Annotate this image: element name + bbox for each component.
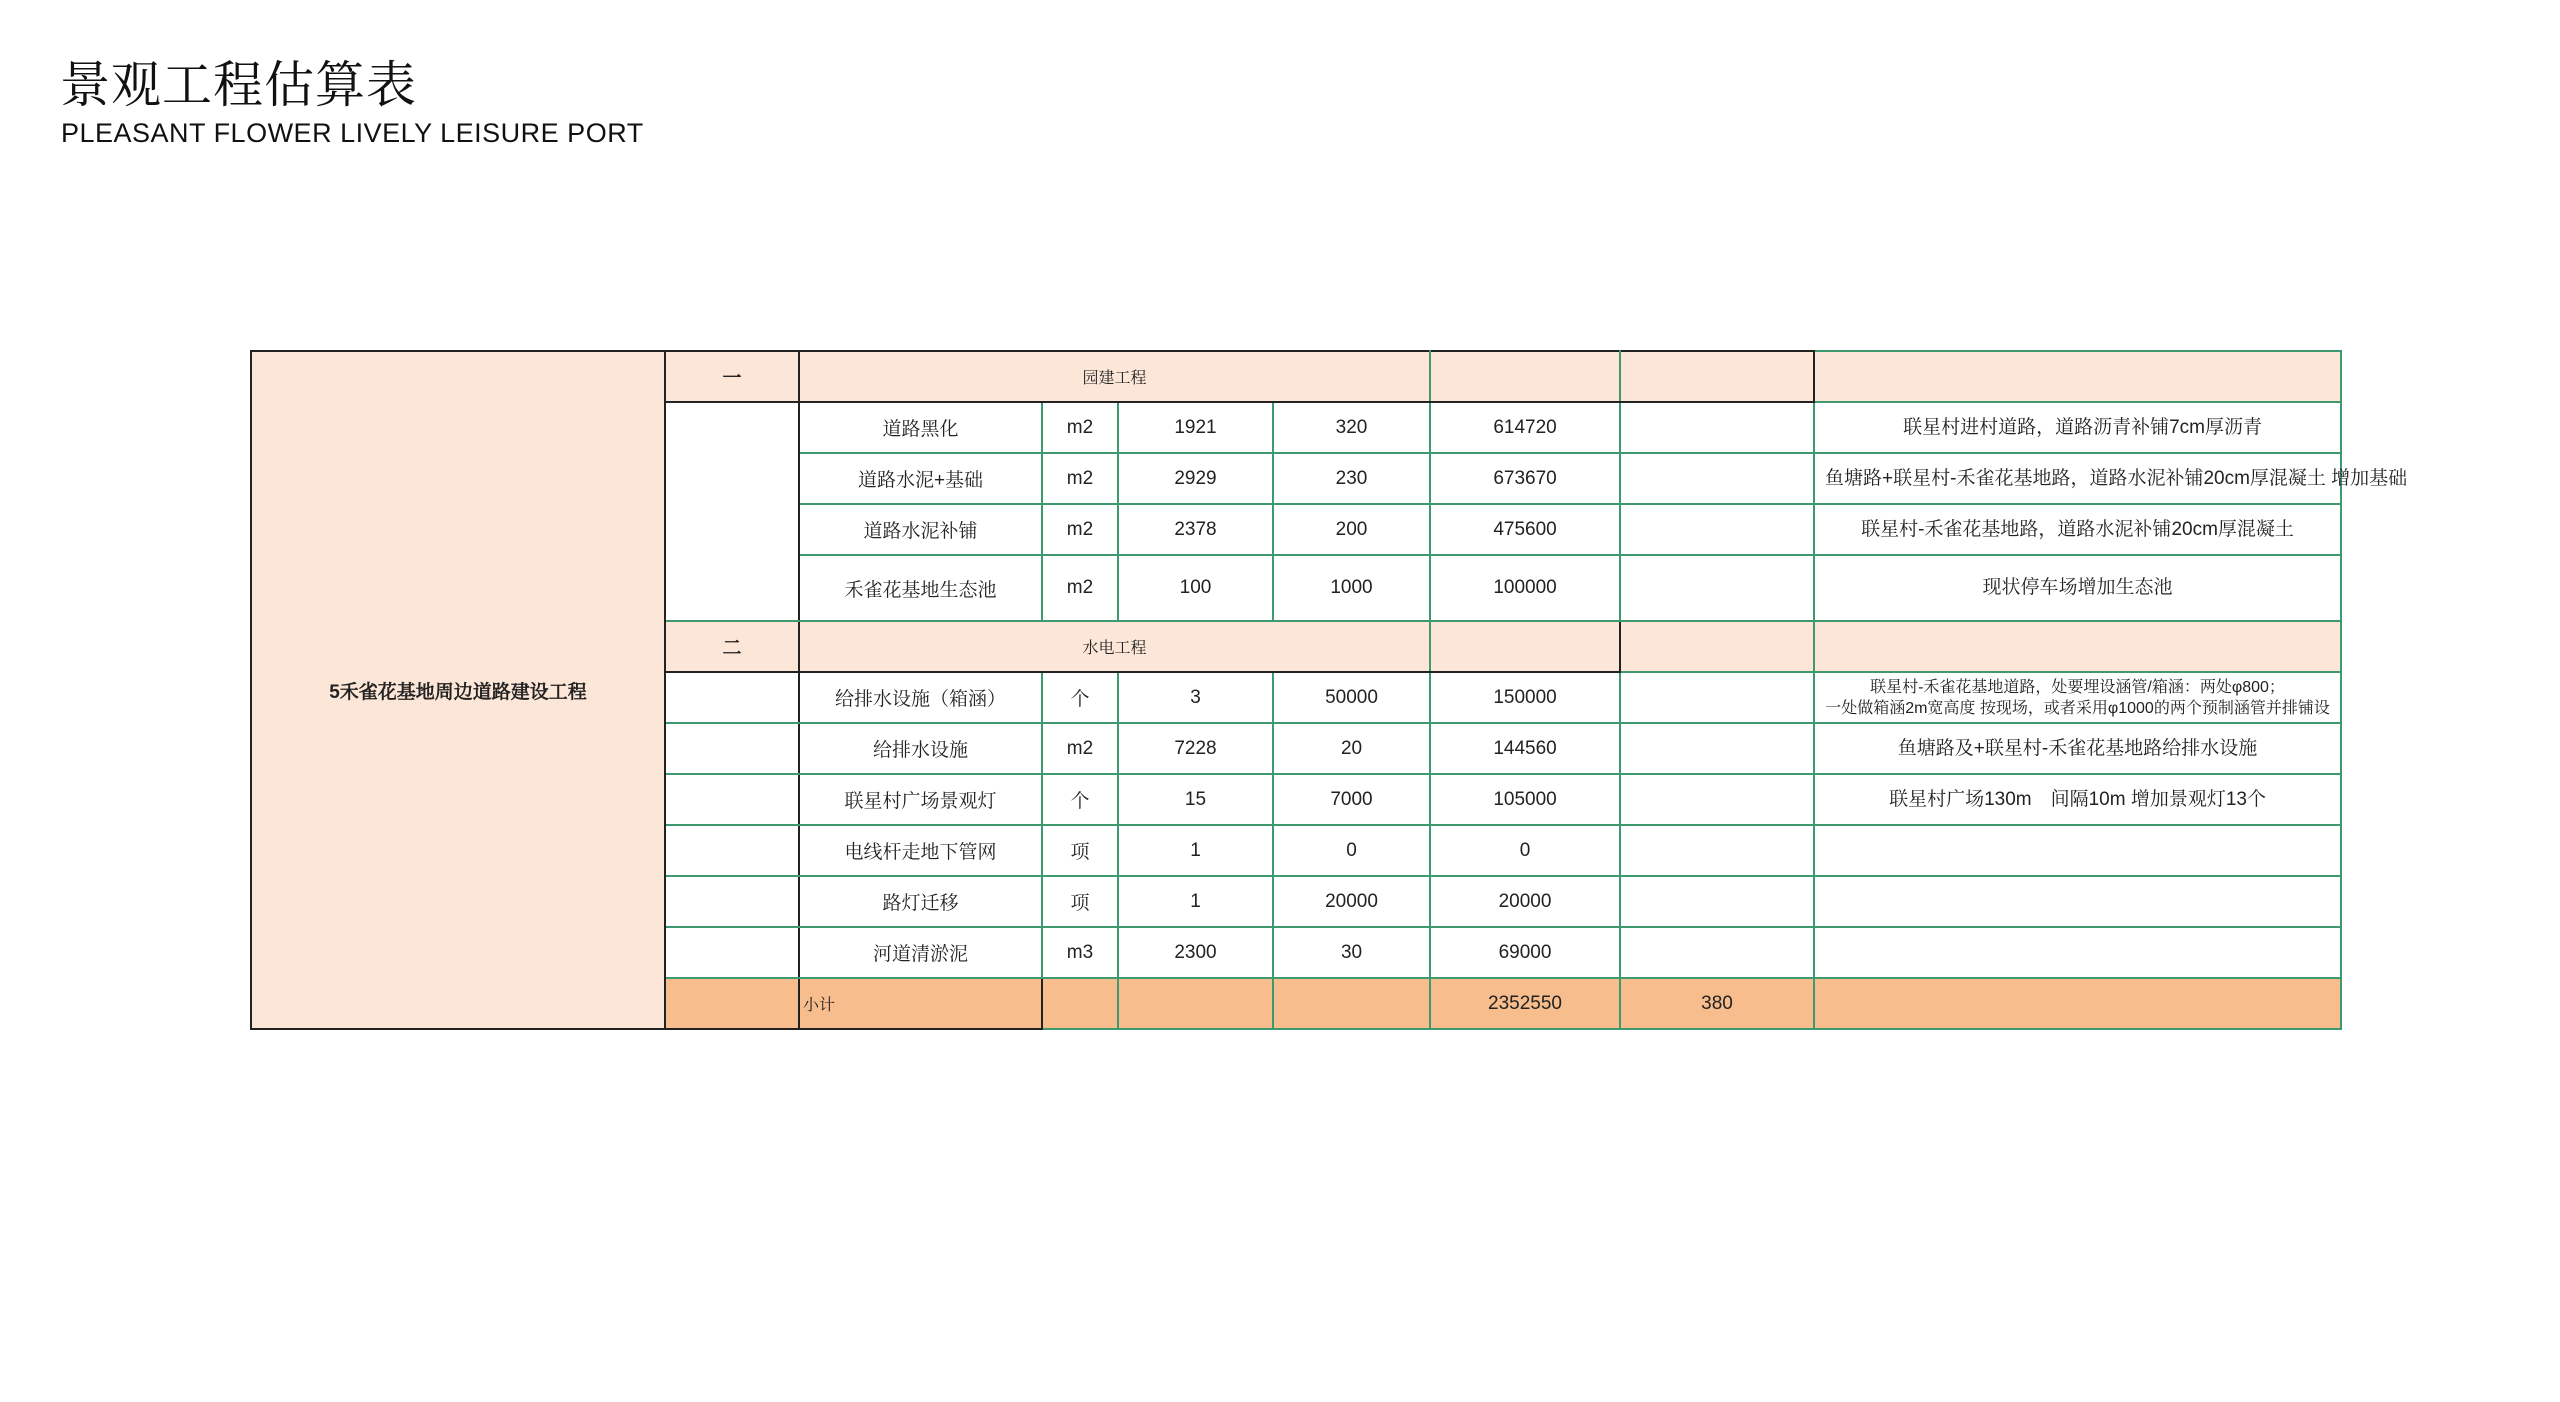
item-quantity: 3 bbox=[1118, 672, 1273, 723]
item-unit-price: 1000 bbox=[1273, 555, 1430, 621]
item-unit-price: 7000 bbox=[1273, 774, 1430, 825]
subtotal-total: 2352550 bbox=[1430, 978, 1620, 1029]
section-blank-cell bbox=[665, 927, 799, 978]
item-extra bbox=[1620, 774, 1814, 825]
item-unit-price: 0 bbox=[1273, 825, 1430, 876]
item-unit: m2 bbox=[1042, 402, 1118, 453]
item-extra bbox=[1620, 825, 1814, 876]
item-unit: 个 bbox=[1042, 672, 1118, 723]
item-unit-price: 20000 bbox=[1273, 876, 1430, 927]
item-note bbox=[1814, 672, 2341, 723]
item-name: 道路黑化 bbox=[799, 402, 1042, 453]
item-note bbox=[1814, 876, 2341, 927]
item-name: 河道清淤泥 bbox=[799, 927, 1042, 978]
project-name-cell: 5禾雀花基地周边道路建设工程 bbox=[251, 351, 665, 1029]
item-extra bbox=[1620, 504, 1814, 555]
item-note bbox=[1814, 825, 2341, 876]
subtotal-blank-cell bbox=[1118, 978, 1273, 1029]
item-note bbox=[1814, 927, 2341, 978]
section-blank-cell bbox=[665, 876, 799, 927]
item-unit: 个 bbox=[1042, 774, 1118, 825]
item-note: 联星村进村道路，道路沥青补铺7cm厚沥青 bbox=[1814, 402, 2341, 453]
item-total-highlight: 475600 bbox=[1430, 504, 1620, 555]
item-note: 现状停车场增加生态池 bbox=[1814, 555, 2341, 621]
item-extra bbox=[1620, 723, 1814, 774]
section-extra-cell bbox=[1620, 621, 1814, 672]
item-unit-price: 320 bbox=[1273, 402, 1430, 453]
item-note: 鱼塘路及+联星村-禾雀花基地路给排水设施 bbox=[1814, 723, 2341, 774]
section-blank-cell bbox=[665, 774, 799, 825]
item-quantity: 1921 bbox=[1118, 402, 1273, 453]
item-total: 105000 bbox=[1430, 774, 1620, 825]
item-unit-price: 20 bbox=[1273, 723, 1430, 774]
item-unit-price: 30 bbox=[1273, 927, 1430, 978]
section-total-cell bbox=[1430, 351, 1620, 402]
item-note-line: 一处做箱涵2m宽高度 按现场，或者采用φ1000的两个预制涵管并排铺设 bbox=[1825, 699, 2330, 717]
item-name: 给排水设施 bbox=[799, 723, 1042, 774]
item-name: 给排水设施（箱涵） bbox=[799, 672, 1042, 723]
item-quantity: 2929 bbox=[1118, 453, 1273, 504]
section-number: 一 bbox=[665, 351, 799, 402]
item-total: 673670 bbox=[1430, 453, 1620, 504]
item-name: 路灯迁移 bbox=[799, 876, 1042, 927]
item-quantity: 100 bbox=[1118, 555, 1273, 621]
subtotal-blank-cell bbox=[665, 978, 799, 1029]
section-total-cell bbox=[1430, 621, 1620, 672]
item-note: 联星村广场130m 间隔10m 增加景观灯13个 bbox=[1814, 774, 2341, 825]
section-title: 水电工程 bbox=[799, 621, 1430, 672]
item-extra bbox=[1620, 876, 1814, 927]
subtotal-label: 小计 bbox=[799, 978, 1042, 1029]
section-title: 园建工程 bbox=[799, 351, 1430, 402]
item-quantity-highlight: 2300 bbox=[1118, 927, 1273, 978]
section-blank-cell bbox=[665, 402, 799, 621]
item-name: 联星村广场景观灯 bbox=[799, 774, 1042, 825]
subtotal-extra: 380 bbox=[1620, 978, 1814, 1029]
item-unit: 项 bbox=[1042, 825, 1118, 876]
item-unit-price-highlight: 200 bbox=[1273, 504, 1430, 555]
item-unit: m3 bbox=[1042, 927, 1118, 978]
item-extra bbox=[1620, 927, 1814, 978]
item-name: 道路水泥+基础 bbox=[799, 453, 1042, 504]
item-quantity: 15 bbox=[1118, 774, 1273, 825]
item-note: 鱼塘路+联星村-禾雀花基地路，道路水泥补铺20cm厚混凝土 增加基础 bbox=[1814, 453, 2341, 504]
item-name: 电线杆走地下管网 bbox=[799, 825, 1042, 876]
item-total: 100000 bbox=[1430, 555, 1620, 621]
item-extra bbox=[1620, 402, 1814, 453]
item-quantity: 1 bbox=[1118, 825, 1273, 876]
item-unit: m2 bbox=[1042, 555, 1118, 621]
item-unit: 项 bbox=[1042, 876, 1118, 927]
estimate-sheet bbox=[250, 350, 2408, 1032]
item-unit: m2 bbox=[1042, 723, 1118, 774]
item-total: 69000 bbox=[1430, 927, 1620, 978]
item-note-line: 联星村-禾雀花基地道路，处要埋设涵管/箱涵：两处φ800； bbox=[1870, 678, 2285, 696]
item-quantity: 2378 bbox=[1118, 504, 1273, 555]
section-number: 二 bbox=[665, 621, 799, 672]
item-name: 禾雀花基地生态池 bbox=[799, 555, 1042, 621]
item-total: 614720 bbox=[1430, 402, 1620, 453]
item-total: 0 bbox=[1430, 825, 1620, 876]
subtotal-blank-cell bbox=[1273, 978, 1430, 1029]
section-extra-cell bbox=[1620, 351, 1814, 402]
section-note-cell bbox=[1814, 351, 2341, 402]
section-note-cell bbox=[1814, 621, 2341, 672]
item-quantity: 7228 bbox=[1118, 723, 1273, 774]
item-unit: m2 bbox=[1042, 453, 1118, 504]
subtotal-blank-cell bbox=[1042, 978, 1118, 1029]
section-header-row bbox=[251, 351, 2341, 402]
page-subtitle: PLEASANT FLOWER LIVELY LEISURE PORT bbox=[61, 118, 644, 148]
item-unit-price: 230 bbox=[1273, 453, 1430, 504]
estimate-table bbox=[250, 350, 2408, 1030]
item-note: 联星村-禾雀花基地路，道路水泥补铺20cm厚混凝土 bbox=[1814, 504, 2341, 555]
item-total: 20000 bbox=[1430, 876, 1620, 927]
subtotal-note-cell bbox=[1814, 978, 2341, 1029]
page-title: 景观工程估算表 bbox=[60, 56, 417, 114]
item-quantity: 1 bbox=[1118, 876, 1273, 927]
section-blank-cell bbox=[665, 672, 799, 723]
item-extra bbox=[1620, 672, 1814, 723]
section-blank-cell bbox=[665, 723, 799, 774]
item-unit-price: 50000 bbox=[1273, 672, 1430, 723]
item-extra bbox=[1620, 453, 1814, 504]
item-total: 144560 bbox=[1430, 723, 1620, 774]
item-total: 150000 bbox=[1430, 672, 1620, 723]
section-blank-cell bbox=[665, 825, 799, 876]
item-name: 道路水泥补铺 bbox=[799, 504, 1042, 555]
item-extra bbox=[1620, 555, 1814, 621]
item-unit: m2 bbox=[1042, 504, 1118, 555]
